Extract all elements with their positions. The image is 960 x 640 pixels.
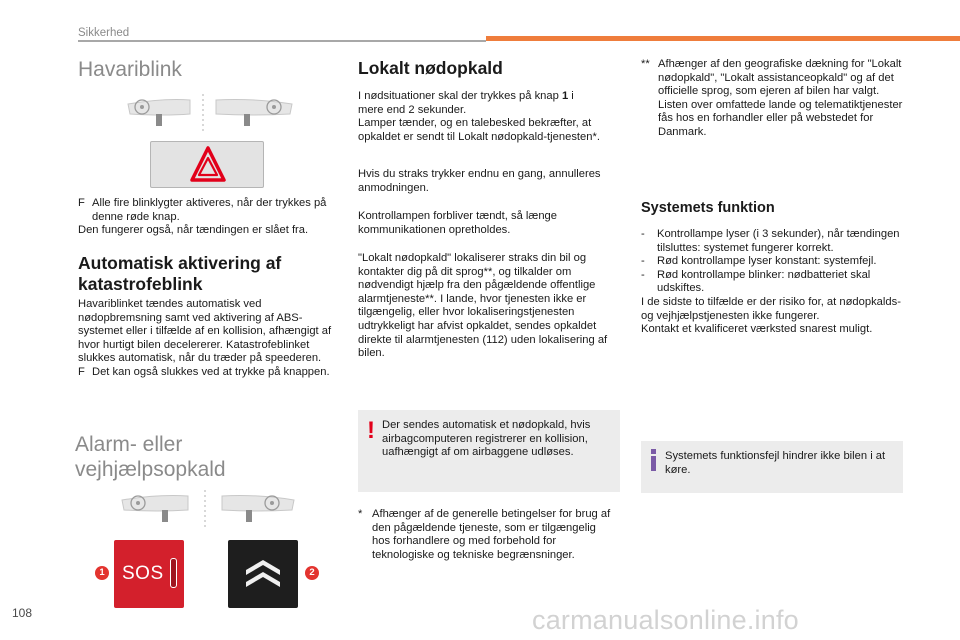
- callout-2: 2: [305, 566, 319, 580]
- bullet-icon: F: [78, 365, 85, 378]
- section-label: Sikkerhed: [78, 27, 130, 39]
- middle-text-2: Hvis du straks trykker endnu en gang, annulleres anmodningen.: [358, 168, 601, 194]
- list-item: - Rød kontrollampe lyser konstant: systemfejl.: [641, 255, 877, 268]
- system-function-title: Systemets funktion: [641, 200, 775, 216]
- indicator-lamp: [170, 558, 177, 588]
- middle-text-1: I nødsituationer skal der trykkes på knap 1 i mere end 2 sekunder. Lamper tænder, og en talebesked bekræfter, at opkaldet er sendt til Lokalt nødopkald-tjenesten*.: [358, 90, 600, 143]
- system-function-list: - Kontrollampe lyser (i 3 sekunder), når tændingen tilsluttes: systemet fungerer korrekt. - Rød kontrollampe lyser konstant: systemfejl. - Rød kontrollampe blinker: nødbatteriet skal udskiftes. I de sidste to tilfælde er der risiko for, at nødopkalds- og vejhjælpstjenesten ikke fungerer. Kontakt et kvalificeret værksted snarest muligt.: [641, 228, 909, 337]
- overhead-console-icon: [124, 94, 298, 134]
- list-item: - Kontrollampe lyser (i 3 sekunder), når tændingen tilsluttes: systemet fungerer korrekt.: [641, 228, 900, 254]
- local-emergency-title: Lokalt nødopkald: [358, 58, 503, 78]
- warning-box: [358, 410, 620, 492]
- mirror-illustration-bottom: [118, 490, 298, 530]
- mirror-illustration-top: [124, 94, 298, 134]
- info-text: Systemets funktionsfejl hindrer ikke bilen i at køre.: [665, 450, 886, 476]
- middle-text-4: "Lokalt nødopkald" lokaliserer straks din bil og kontakter dig på dit sprog**, og tilkalder om nødvendigt hjælp fra den pågældende offentlige alarmtjeneste**. I lande, hvor tjenesten ikke er tilgængelig, eller hvor lokaliseringstjenesten udtrykkeligt har afvist opkaldet, sendes opkaldet direkte til alarmtjenesten (112) uden lokalisering af bilen.: [358, 252, 608, 360]
- hazard-title: Havariblink: [78, 58, 182, 81]
- alarm-title: Alarm- eller vejhjælpsopkald: [75, 433, 226, 481]
- footnote-double: ** Afhænger af den geografiske dækning for "Lokalt nødopkald", "Lokalt assistanceopkald" og af det officielle sprog, som ejeren af bilen har valgt. Listen over omfattede lande og telematiktjenester fås hos en forhandler eller på webstedet for Danmark.: [641, 58, 903, 138]
- hazard-triangle-icon: [151, 142, 265, 189]
- hazard-button[interactable]: [150, 141, 264, 188]
- assistance-button[interactable]: [228, 540, 298, 608]
- middle-text-3: Kontrollampen forbliver tændt, så længe kommunikationen opretholdes.: [358, 210, 557, 236]
- footnote-single: * Afhænger af de generelle betingelser for brug af den pågældende tjeneste, som er tilgængelig hos forhandlere og med forbehold for teknologiske og tekniske begrænsninger.: [358, 508, 611, 561]
- sos-label: SOS: [122, 563, 164, 584]
- auto-activation-title: Automatisk aktivering af katastrofeblink: [78, 253, 282, 294]
- info-icon: [650, 449, 657, 471]
- watermark: carmanualsonline.info: [532, 605, 799, 635]
- page-number: 108: [12, 606, 33, 620]
- overhead-console-icon: [118, 490, 298, 530]
- warning-icon: !: [367, 417, 375, 444]
- auto-activation-text: Havariblinket tændes automatisk ved nødopbremsning samt ved aktivering af ABS-systemet eller i tilfælde af en kollision, afhængigt af hvor hurtigt bilen decelererer. Katastrofeblinket slukkes automatisk, når du træder på speederen. F Det kan også slukkes ved at trykke på knappen.: [78, 298, 332, 378]
- callout-1: 1: [95, 566, 109, 580]
- warning-text: Der sendes automatisk et nødopkald, hvis airbagcomputeren registrerer en kollision, uafhængigt af om airbaggene udløses.: [382, 419, 591, 459]
- header-accent-bar: [486, 36, 960, 41]
- list-item: - Rød kontrollampe blinker: nødbatteriet skal udskiftes.: [641, 268, 871, 295]
- sos-button[interactable]: [114, 540, 184, 608]
- brand-chevron-icon: [228, 540, 298, 608]
- info-box: [641, 441, 903, 493]
- bullet-icon: F: [78, 197, 85, 209]
- hazard-bullet: F Alle fire blinklygter aktiveres, når der trykkes på denne røde knap. Den fungerer også, når tændingen er slået fra.: [78, 197, 340, 238]
- header-rule: [78, 40, 486, 42]
- hazard-text: Den fungerer også, når tændingen er slået fra.: [78, 224, 309, 237]
